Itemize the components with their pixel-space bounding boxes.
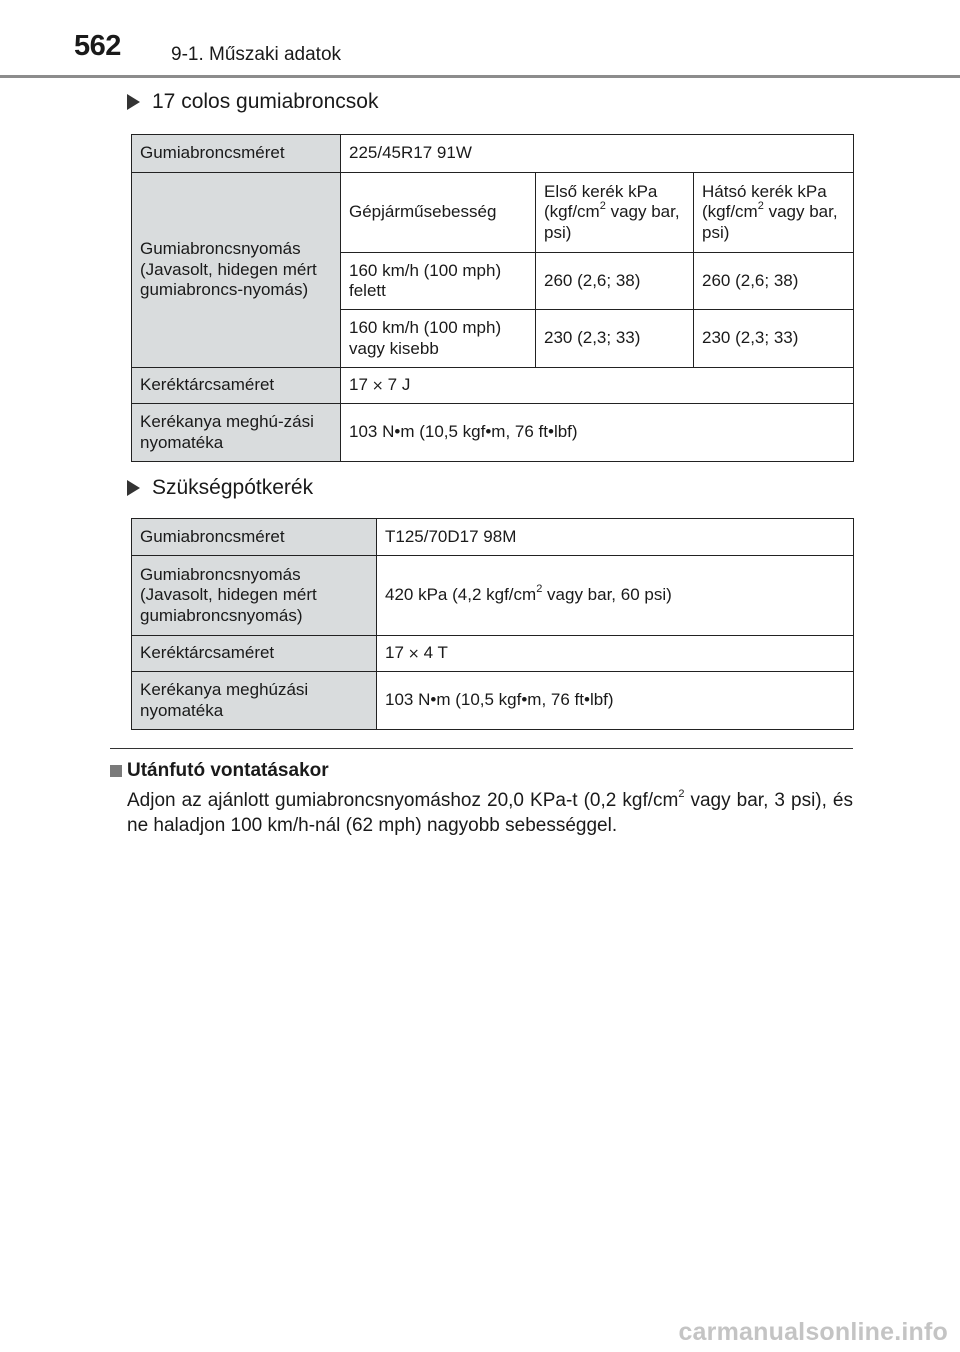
page-number: 562 — [74, 30, 121, 62]
table-row — [132, 368, 854, 404]
table-row — [132, 404, 854, 462]
front-high-value: 260 (2,6; 38) — [536, 253, 694, 310]
note-title-text: Utánfutó vontatásakor — [127, 760, 329, 781]
tire-spec-table-17inch — [131, 134, 854, 462]
rear-high-value: 260 (2,6; 38) — [694, 253, 854, 310]
rear-low-value: 230 (2,3; 33) — [694, 310, 854, 368]
front-low-value: 230 (2,3; 33) — [536, 310, 694, 368]
header-rule — [0, 75, 960, 78]
lug-nut-torque-value: 103 N•m (10,5 kgf•m, 76 ft•lbf) — [377, 672, 854, 730]
table-row — [132, 135, 854, 173]
table-row — [132, 672, 854, 730]
speed-high: 160 km/h (100 mph) felett — [341, 253, 536, 310]
section-title: 17 colos gumiabroncsok — [152, 90, 379, 113]
table-row — [132, 519, 854, 556]
tire-size-value: 225/45R17 91W — [341, 135, 854, 173]
note-title — [110, 760, 329, 782]
rim-size-value: 17 × 7 J — [341, 368, 854, 404]
lug-nut-torque-value: 103 N•m (10,5 kgf•m, 76 ft•lbf) — [341, 404, 854, 462]
pressure-label: Gumiabroncsnyomás (Javasolt, hidegen mért gumiabroncsnyomás) — [132, 556, 377, 636]
triangle-bullet-icon — [127, 94, 140, 110]
lug-nut-torque-label: Kerékanya meghúzási nyomatéka — [132, 672, 377, 730]
pressure-label: Gumiabroncsnyomás (Javasolt, hidegen mért gumiabroncs-nyomás) — [132, 173, 341, 368]
section-divider — [110, 748, 853, 749]
tire-size-label: Gumiabroncsméret — [132, 519, 377, 556]
note-body: Adjon az ajánlott gumiabroncsnyomáshoz 20,0 KPa-t (0,2 kgf/$cm^2$ vagy bar, 3 psi), és ne haladjon 100 km/h-nál (62 mph) nagyobb sebességgel. — [127, 787, 853, 836]
watermark: carmanualsonline.info — [678, 1318, 948, 1346]
section-heading-spare — [127, 476, 313, 500]
rear-wheel-header: Hátsó kerék kPa ($kgf/cm^2$ vagy bar, psi) — [694, 173, 854, 253]
tire-size-label: Gumiabroncsméret — [132, 135, 341, 173]
table-row — [132, 636, 854, 672]
tire-size-value: T125/70D17 98M — [377, 519, 854, 556]
lug-nut-torque-label: Kerékanya meghú-zási nyomatéka — [132, 404, 341, 462]
rim-size-label: Keréktárcsaméret — [132, 636, 377, 672]
running-head: 9-1. Műszaki adatok — [171, 44, 342, 65]
square-bullet-icon — [110, 765, 122, 777]
table-row — [132, 556, 854, 636]
speed-low: 160 km/h (100 mph) vagy kisebb — [341, 310, 536, 368]
speed-header: Gépjárműsebesség — [341, 173, 536, 253]
table-row — [132, 173, 854, 253]
triangle-bullet-icon — [127, 480, 140, 496]
tire-spec-table-spare — [131, 518, 854, 730]
pressure-value: 420 kPa (4,2 kgf/$cm^2$ vagy bar, 60 psi) — [377, 556, 854, 636]
front-wheel-header: Első kerék kPa ($kgf/cm^2$ vagy bar, psi) — [536, 173, 694, 253]
section-title: Szükségpótkerék — [152, 476, 314, 499]
section-heading-17inch — [127, 90, 378, 114]
rim-size-label: Keréktárcsaméret — [132, 368, 341, 404]
rim-size-value: 17 × 4 T — [377, 636, 854, 672]
